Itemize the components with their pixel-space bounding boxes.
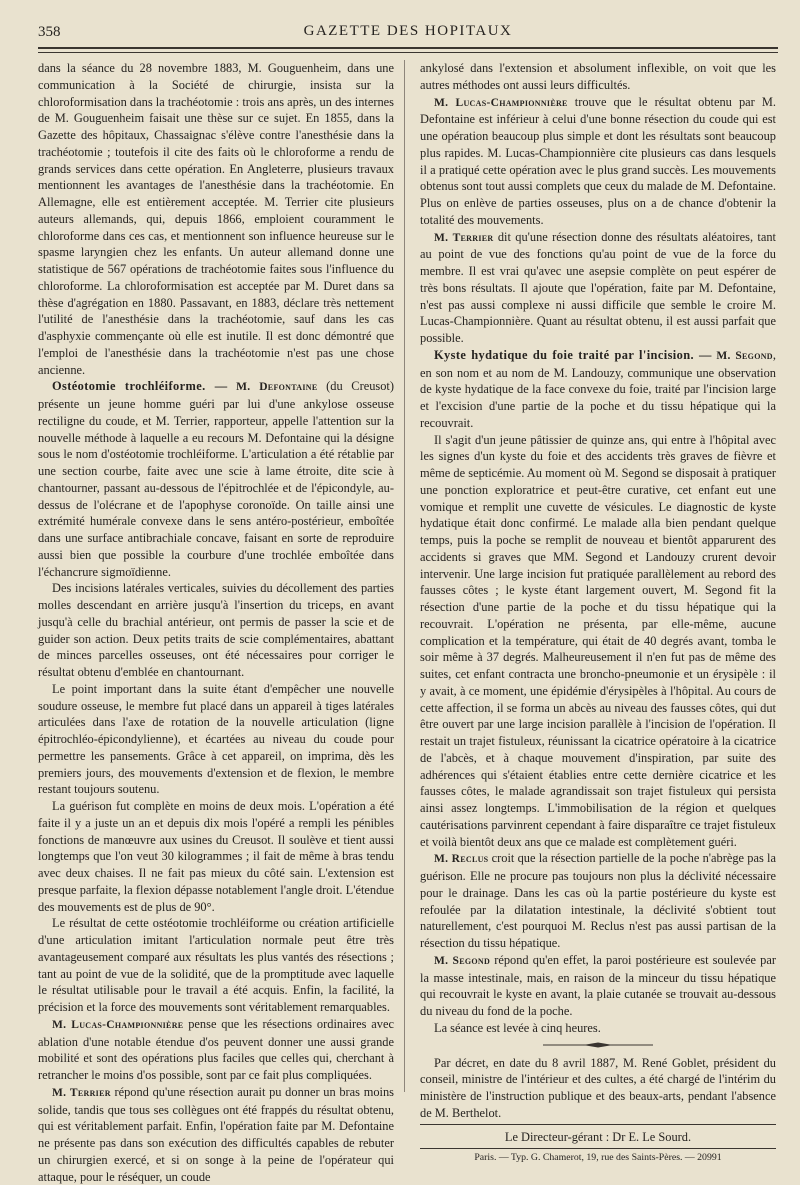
speaker-name: M. Lucas-Championnière [52,1018,184,1031]
header-rule-thick [38,47,778,49]
section-osteotomie [38,378,394,580]
page-number: 358 [38,24,61,40]
paragraph: Des incisions latérales verticales, suivies du décollement des parties molles descendant en arrière jusqu'à l'insertion du triceps, en avant jusqu'à celle du brachial antérieur, ont permis de passer la scie et de guider son action. Deux petits traits de scie complémentaires, abattant de minces parcelles osseuses, ont été nécessaires pour corriger le résultat obtenu d'emblée en chantournant. [38,581,394,679]
paragraph: La guérison fut complète en moins de deux mois. L'opération a été faite il y a juste un an et depuis dix mois l'opéré a rempli les pénibles fonctions de manœuvre aux usines du Creusot. Il soulève et tient aussi longtemps que l'on veut 30 kilogrammes ; il fait de même à bras tendu avec deux chaises. Il ne fait pas mieux du côté sain. L'extension est presque parfaite, la flexion dépasse notablement l'angle droit. L'étendue des mouvements est de plus de 90°. [38,799,394,914]
paragraph-body: croit que la résection partielle de la poche n'abrège pas la guérison. Elle ne procure pas toujours non plus la déclivité nécessaire pour le drainage. Dans les cas où la partie postérieure du kyste est refoulée par la dilatation intestinale, la déclivité s'obtient tout naturellement, c'est pourquoi M. Reclus n'est pas aussi partisan de la résection du tissu hépatique. [420,851,776,950]
paragraph: Par décret, en date du 8 avril 1887, M. René Goblet, président du conseil, ministre de l'intérieur et des cultes, a été chargé de l'intérim du ministère de l'instruction publique et des beaux-arts, pendant l'absence de M. Berthelot. [420,1055,776,1120]
right-column [420,60,776,1164]
paragraph: La séance est levée à cinq heures. [434,1020,601,1035]
paragraph: Le point important dans la suite étant d'empêcher une nouvelle soudure osseuse, le membre fut placé dans un appareil à tiges latérales articulées dans l'axe de rotation de la nouvelle articulation (ligne épitrochléo-épicondylienne), et écartées au niveau du coude pour permettre les pansements. Grâce à cet appareil, on imprima, dès les premiers jours, des mouvements d'extension et de flexion, le membre restant toujours soutenu. [38,681,394,797]
section-kyste [420,347,776,432]
printer-imprint: Paris. — Typ. G. Chamerot, 19, rue des Saints-Pères. — 20991 [420,1148,776,1164]
paragraph: Il s'agit d'un jeune pâtissier de quinze ans, qui entre à l'hôpital avec les signes d'un kyste du foie et des accidents très graves de fièvre et même de septicémie. Au moment où M. Segond se disposait à pratiquer une ponction exploratrice et peut-être curative, cet enfant eut une vomique et remplit une cuvette de vésicules. Le diagnostic de kyste hydatique était donc confirmé. Le malade alla bien pendant quelque temps, puis la poche se remplit de nouveau et bientôt apparurent des accidents si graves que MM. Segond et Landouzy crurent devoir intervenir. Une large incision fut pratiquée parallèlement au rebord des fausses côtes ; le kyste étant largement ouvert, M. Segond fit la résection d'une partie de la poche et du tissu hépatique qui la recouvrait. L'opération ne présenta, par elle-même, aucune complication et la température, qui était de 40 degrés avant, tomba le soir même à 37 degrés. Malheureusement il n'en fut pas de même des suites, cet enfant contracta une broncho-pneumonie et un érysipèle : il y avait, à ce moment, une épidémie d'érysipèles à l'hôpital. Au cours de cette affection, il se forma un abcès au niveau des fausses côtes, qui dut être ouvert par une large incision parallèle à l'incision de l'opération. Il restait un trajet fistuleux, réunissant la cicatrice opératoire à la cicatrice de l'abcès, et à chaque mouvement d'inspiration, par suite des adhérences qui s'étaient établies entre cette dernière cicatrice et les fausses côtes, le malade agrandissait son trajet fistuleux qui persista ainsi assez longtemps. L'immobilisation de la région et quelques cautérisations parvinrent cependant à faire disparaître ce trajet fistuleux et voilà bientôt deux ans que ce malade est complètement guéri. [420,432,776,849]
paragraph: ankylosé dans l'extension et absolument inflexible, on voit que les autres méthodes ont aussi leurs difficultés. [420,61,776,92]
paragraph: dans la séance du 28 novembre 1883, M. Gouguenheim, dans une communication à la Société de chirurgie, insista sur la chloroformisation dans la trachéotomie : trois ans après, un des internes de M. Gouguenheim faisait une thèse sur ce sujet. En 1855, dans la Gazette des hôpitaux, Chassaignac s'élève contre l'anesthésie dans la trachéotomie ; toutefois il cite des faits où le chloroforme a rendu de grands services dans cette opération. En Angleterre, plusieurs travaux mentionnent les avantages de l'anesthésie dans la trachéotomie. En Allemagne, elle est entièrement acceptée. M. Terrier cite plusieurs auteurs allemands, qui, depuis 1866, emploient couramment le chloroforme dans ces cas, et mentionnent son influence heureuse sur le spasme laryngien chez les enfants. Un auteur allemand donne une statistique de 567 opérations de trachéotomie faites sous l'influence du chloroforme. La chloroformisation est acceptée par M. Duret dans sa thèse d'agrégation en 1880. Passavant, en 1883, déclare très nettement l'utilité de l'anesthésie dans la trachéotomie, sauf dans les cas d'asphyxie commençante où elle est inutile. Il est donc démontré que l'emploi de l'anesthésie dans la trachéotomie n'est pas une chose ancienne. [38,61,394,377]
paragraph-body: pense que les résections ordinaires avec ablation d'une notable étendue d'os peuvent donner une aussi grande mobilité et sont des opérations plus faciles que celles qui, cherchant à retrancher le moins d'os possible, sont par ce fait plus compliquées. [38,1016,394,1082]
paragraph-body: dit qu'une résection donne des résultats aléatoires, tant au point de vue des fonctions qu'au point de vue de la force du membre. Il est vrai qu'avec une asepsie complète on peut espérer de très bons résultats. Il ajoute que l'opération, faite par M. Defontaine, n'est pas aussi complexe ni aussi difficile que semble le croire M. Lucas-Championnière. Quant au résultat obtenu, il est aussi parfait que possible. [420,229,776,345]
paragraph-body: répond qu'une résection aurait pu donner un bras moins solide, tandis que tous ses collègues ont été frappés du résultat obtenu, qui est véritablement parfait. Enfin, l'opération faite par M. Defontaine ne présente pas dans son exécution des difficultés capables de rebuter un chirurgien exercé, et si on songe à la peine de l'opérateur qui attaque, pour le réséquer, un coude [38,1084,394,1184]
speaker-name: M. Defontaine [236,381,318,394]
column-divider [404,60,405,1092]
paragraph [420,850,776,952]
speaker-name: M. Terrier [52,1086,111,1099]
section-heading: Ostéotomie trochléiforme. — [52,379,228,394]
speaker-name: M. Segond [434,954,491,967]
speaker-name: M. Segond [716,349,773,362]
paragraph-body: , en son nom et au nom de M. Landouzy, communique une observation de kyste hydatique de la face convexe du foie, traité par l'incision large et l'excision d'une partie de la poche et du tissu hépatique qui la recouvrait. [420,347,776,430]
paragraph-body: trouve que le résultat obtenu par M. Defontaine est inférieur à celui d'une bonne résection du coude qui est une opération beaucoup plus simple et dont les résultats sont beaucoup plus rapides. M. Lucas-Championnière cite plusieurs cas dans lesquels il a pratiqué cette opération avec le plus grand succès. Les mouvements obtenus sont tout aussi complets que ceux du malade de M. Defontaine. Plus on enlève de parties osseuses, plus on a de chance d'obtenir la totalité des mouvements. [420,94,776,227]
paragraph [420,94,776,229]
speaker-name: M. Reclus [434,853,489,866]
ornamental-separator [543,1042,653,1048]
paragraph: Le résultat de cette ostéotomie trochléiforme ou création artificielle d'une articulation imitant l'articulation normale peut être très avantageusement comparé aux résultats les plus vantés des résections ; tant au point de vue de la solidité, que de la promptitude avec laquelle le résultat utilisable pour le travail a été acquis. Enfin, la facilité, la précision et la force des mouvements sont véritablement remarquables. [38,916,394,1014]
paragraph [38,1016,394,1084]
paragraph-body: (du Creusot) présente un jeune homme guéri par lui d'une ankylose osseuse rectiligne du coude, et M. Terrier, rapporteur, appelle l'attention sur la nouvelle méthode à laquelle a eu recours M. Defontaine qui la désigne sous le nom d'ostéotomie trochléiforme. L'articulation a été rétablie par une section courbe, faite avec une scie à lame étroite, dite scie à chantourner, passant au-dessous de l'épitrochlée et de l'épicondyle, au-dessus de l'olécrane et de l'apophyse coronoïde. On taille ainsi une extrémité humérale convexe dans le sens antéro-postérieur, emboîtée dans une surface antibrachiale concave, faisant en sorte de reproduire aussi bien que possible la courbure d'une trochlée emboîtée dans l'échancrure sigmoïdienne. [38,379,394,579]
paragraph [420,952,776,1020]
speaker-name: M. Terrier [434,231,494,244]
page-header [38,20,778,42]
speaker-name: M. Lucas-Championnière [434,96,568,109]
footer-rule [420,1124,776,1125]
section-heading: Kyste hydatique du foie traité par l'incision. — [434,347,712,362]
paragraph-body: répond qu'en effet, la paroi postérieure est soulevée par la masse intestinale, mais, en raison de la minceur du tissu hépatique qui recouvrait le kyste en avant, la plaie cutanée se trouvait au-dessous du niveau du fond de la poche. [420,952,776,1018]
paragraph [420,229,776,347]
signature: Le Directeur-gérant : Dr E. Le Sourd. [504,1129,692,1144]
header-rule-thin [38,52,778,53]
left-column [38,60,394,1185]
journal-title: GAZETTE DES HOPITAUX [303,23,513,39]
paragraph [38,1084,394,1185]
